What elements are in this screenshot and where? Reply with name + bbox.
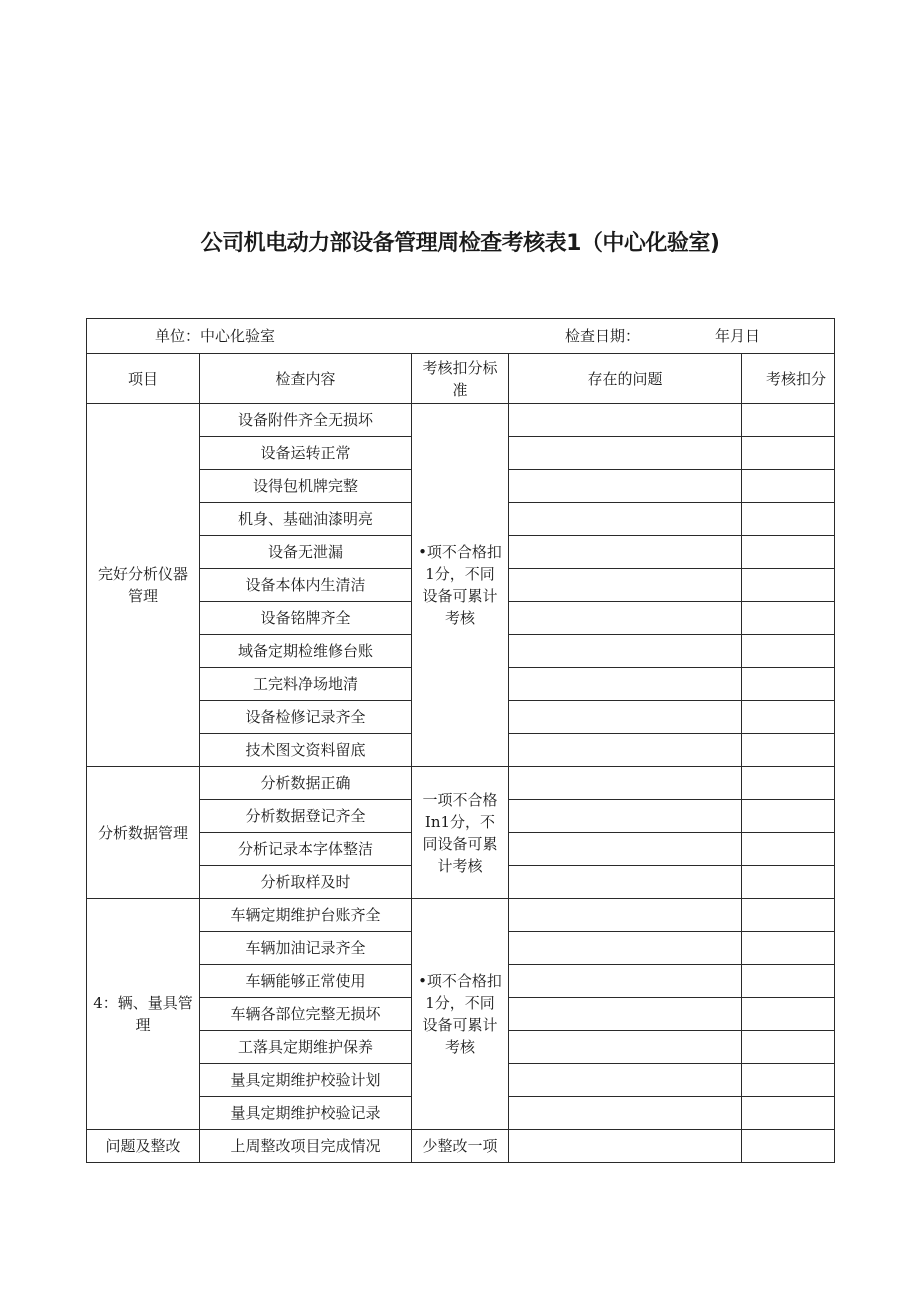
category-cell: 4：辆、量具管理 bbox=[87, 899, 200, 1130]
category-cell: 问题及整改 bbox=[87, 1130, 200, 1163]
deduction-cell[interactable] bbox=[742, 866, 835, 899]
issues-cell[interactable] bbox=[509, 1097, 742, 1130]
issues-cell[interactable] bbox=[509, 635, 742, 668]
issues-cell[interactable] bbox=[509, 1130, 742, 1163]
issues-cell[interactable] bbox=[509, 1031, 742, 1064]
check-item-cell: 车辆各部位完整无损坏 bbox=[200, 998, 412, 1031]
check-item-cell: 设备铭牌齐全 bbox=[200, 602, 412, 635]
issues-cell[interactable] bbox=[509, 998, 742, 1031]
issues-cell[interactable] bbox=[509, 965, 742, 998]
issues-cell[interactable] bbox=[509, 899, 742, 932]
issues-cell[interactable] bbox=[509, 668, 742, 701]
category-cell: 完好分析仪器管理 bbox=[87, 404, 200, 767]
table-row bbox=[87, 1130, 835, 1163]
criteria-cell: •项不合格扣1分，不同设备可累计考核 bbox=[412, 899, 509, 1130]
deduction-cell[interactable] bbox=[742, 404, 835, 437]
deduction-cell[interactable] bbox=[742, 1097, 835, 1130]
deduction-cell[interactable] bbox=[742, 1031, 835, 1064]
issues-cell[interactable] bbox=[509, 404, 742, 437]
deduction-cell[interactable] bbox=[742, 503, 835, 536]
issues-cell[interactable] bbox=[509, 602, 742, 635]
check-item-cell: 上周整改项目完成情况 bbox=[200, 1130, 412, 1163]
deduction-cell[interactable] bbox=[742, 800, 835, 833]
info-row bbox=[87, 319, 835, 354]
header-issues: 存在的问题 bbox=[509, 354, 742, 404]
check-item-cell: 设备无泄漏 bbox=[200, 536, 412, 569]
check-item-cell: 车辆定期维护台账齐全 bbox=[200, 899, 412, 932]
inspection-table bbox=[86, 318, 835, 1163]
criteria-cell: 一项不合格In1分，不同设备可累计考核 bbox=[412, 767, 509, 899]
issues-cell[interactable] bbox=[509, 1064, 742, 1097]
check-item-cell: 量具定期维护校验记录 bbox=[200, 1097, 412, 1130]
deduction-cell[interactable] bbox=[742, 569, 835, 602]
issues-cell[interactable] bbox=[509, 470, 742, 503]
table-row bbox=[87, 404, 835, 437]
check-item-cell: 量具定期维护校验计划 bbox=[200, 1064, 412, 1097]
check-item-cell: 分析取样及时 bbox=[200, 866, 412, 899]
issues-cell[interactable] bbox=[509, 932, 742, 965]
deduction-cell[interactable] bbox=[742, 1064, 835, 1097]
date-label: 检查日期： bbox=[565, 327, 641, 345]
date-value: 年月日 bbox=[715, 327, 761, 345]
issues-cell[interactable] bbox=[509, 569, 742, 602]
deduction-cell[interactable] bbox=[742, 437, 835, 470]
check-item-cell: 机身、基础油漆明亮 bbox=[200, 503, 412, 536]
check-item-cell: 车辆加油记录齐全 bbox=[200, 932, 412, 965]
table-row bbox=[87, 767, 835, 800]
issues-cell[interactable] bbox=[509, 437, 742, 470]
deduction-cell[interactable] bbox=[742, 470, 835, 503]
deduction-cell[interactable] bbox=[742, 635, 835, 668]
issues-cell[interactable] bbox=[509, 800, 742, 833]
issues-cell[interactable] bbox=[509, 767, 742, 800]
check-item-cell: 分析记录本字体整洁 bbox=[200, 833, 412, 866]
info-cell bbox=[87, 319, 835, 354]
check-item-cell: 域备定期检维修台账 bbox=[200, 635, 412, 668]
check-item-cell: 工完料净场地清 bbox=[200, 668, 412, 701]
deduction-cell[interactable] bbox=[742, 701, 835, 734]
deduction-cell[interactable] bbox=[742, 734, 835, 767]
deduction-cell[interactable] bbox=[742, 668, 835, 701]
deduction-cell[interactable] bbox=[742, 998, 835, 1031]
issues-cell[interactable] bbox=[509, 866, 742, 899]
header-content: 检查内容 bbox=[200, 354, 412, 404]
deduction-cell[interactable] bbox=[742, 833, 835, 866]
header-project: 项目 bbox=[87, 354, 200, 404]
deduction-cell[interactable] bbox=[742, 932, 835, 965]
issues-cell[interactable] bbox=[509, 701, 742, 734]
check-item-cell: 分析数据正确 bbox=[200, 767, 412, 800]
deduction-cell[interactable] bbox=[742, 767, 835, 800]
check-item-cell: 工落具定期维护保养 bbox=[200, 1031, 412, 1064]
check-item-cell: 车辆能够正常使用 bbox=[200, 965, 412, 998]
issues-cell[interactable] bbox=[509, 833, 742, 866]
deduction-cell[interactable] bbox=[742, 536, 835, 569]
check-item-cell: 设备附件齐全无损坏 bbox=[200, 404, 412, 437]
deduction-cell[interactable] bbox=[742, 1130, 835, 1163]
header-deduction: 考核扣分 bbox=[742, 354, 835, 404]
header-criteria: 考核扣分标准 bbox=[412, 354, 509, 404]
criteria-cell: 少整改一项 bbox=[412, 1130, 509, 1163]
check-item-cell: 设备运转正常 bbox=[200, 437, 412, 470]
check-item-cell: 设得包机牌完整 bbox=[200, 470, 412, 503]
issues-cell[interactable] bbox=[509, 503, 742, 536]
page-title: 公司机电动力部设备管理周检查考核表1（中心化验室) bbox=[200, 231, 720, 256]
issues-cell[interactable] bbox=[509, 536, 742, 569]
header-row bbox=[87, 354, 835, 404]
unit-label: 单位：中心化验室 bbox=[155, 327, 276, 345]
check-item-cell: 设备检修记录齐全 bbox=[200, 701, 412, 734]
deduction-cell[interactable] bbox=[742, 965, 835, 998]
category-cell: 分析数据管理 bbox=[87, 767, 200, 899]
table-row bbox=[87, 899, 835, 932]
deduction-cell[interactable] bbox=[742, 899, 835, 932]
criteria-cell: •项不合格扣1分，不同设备可累计考核 bbox=[412, 404, 509, 767]
check-item-cell: 技术图文资料留底 bbox=[200, 734, 412, 767]
issues-cell[interactable] bbox=[509, 734, 742, 767]
check-item-cell: 设备本体内生清洁 bbox=[200, 569, 412, 602]
check-item-cell: 分析数据登记齐全 bbox=[200, 800, 412, 833]
deduction-cell[interactable] bbox=[742, 602, 835, 635]
